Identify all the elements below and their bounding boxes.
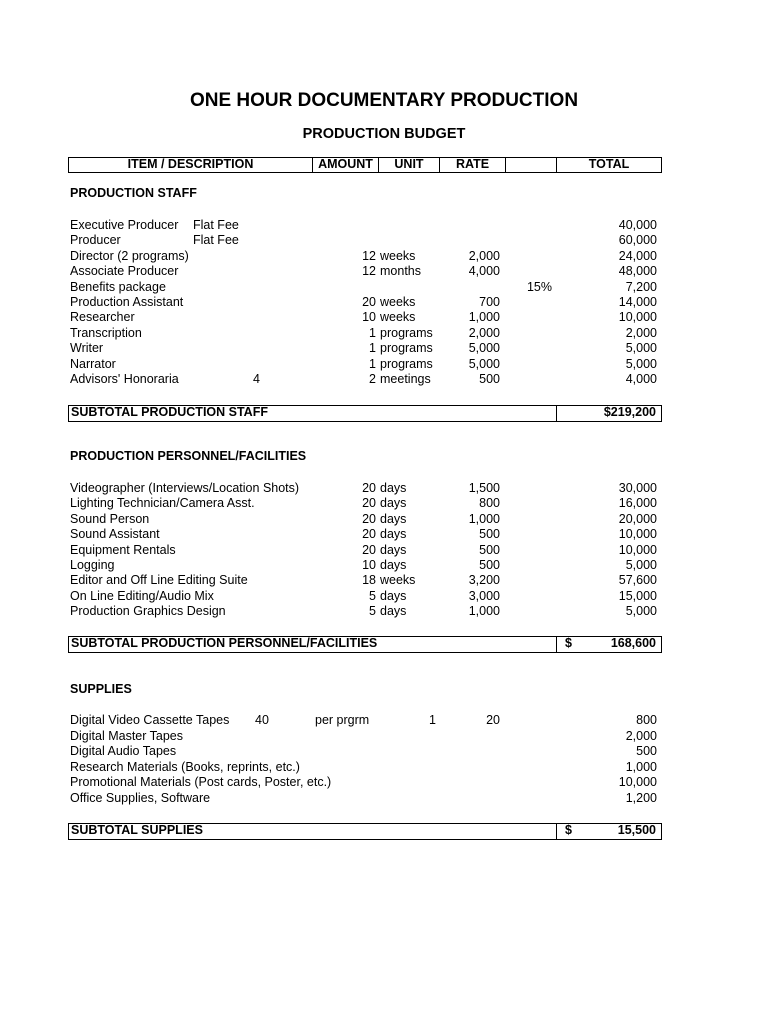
line-item-amount: 20 bbox=[362, 542, 376, 557]
line-item-description: Researcher bbox=[70, 310, 135, 325]
line-item-description: Sound Assistant bbox=[70, 527, 160, 542]
line-item-total: 5,000 bbox=[625, 341, 657, 356]
line-item-description: Digital Master Tapes bbox=[70, 728, 184, 743]
line-item-rate: 5,000 bbox=[468, 356, 500, 371]
subtotal-currency: $ bbox=[565, 636, 572, 650]
line-item-rate: 5,000 bbox=[468, 341, 500, 356]
line-item-total: 7,200 bbox=[625, 279, 657, 294]
line-item-unit: days bbox=[380, 542, 407, 557]
line-item-amount: 10 bbox=[362, 558, 376, 572]
subtotal-label: SUBTOTAL SUPPLIES bbox=[71, 823, 203, 837]
line-item-rate: 800 bbox=[479, 496, 500, 511]
line-item-unit: days bbox=[380, 496, 407, 511]
line-item-description: Research Materials (Books, reprints, etc.) bbox=[70, 759, 300, 774]
column-header-row bbox=[68, 157, 662, 173]
line-item-amount: 1 bbox=[429, 713, 436, 727]
line-item-unit: days bbox=[380, 588, 407, 603]
line-item-total: 2,000 bbox=[625, 325, 657, 340]
line-item-total: 1,200 bbox=[625, 790, 657, 805]
subtotal-label: SUBTOTAL PRODUCTION STAFF bbox=[71, 405, 268, 419]
line-item-total: 10,000 bbox=[618, 310, 657, 325]
line-item-total: 48,000 bbox=[618, 264, 657, 279]
line-item-unit: days bbox=[380, 511, 407, 526]
line-item-amount: 1 bbox=[369, 356, 376, 371]
line-item-note: 4 bbox=[253, 372, 260, 386]
line-item-amount: 12 bbox=[362, 248, 376, 263]
subtotal-currency: $ bbox=[565, 823, 572, 837]
line-item-amount: 5 bbox=[369, 588, 376, 603]
line-item-description: Production Graphics Design bbox=[70, 604, 226, 619]
line-item-total: 60,000 bbox=[618, 233, 657, 248]
subtotal-row bbox=[68, 636, 662, 653]
line-item-total: 24,000 bbox=[618, 248, 657, 263]
section-title: SUPPLIES bbox=[70, 682, 132, 696]
subtotal-value: 168,600 bbox=[610, 636, 656, 650]
line-item-description: Benefits package bbox=[70, 279, 166, 294]
line-item-amount: 10 bbox=[362, 310, 376, 325]
line-item-total: 57,600 bbox=[618, 573, 657, 588]
line-item-total: 10,000 bbox=[618, 775, 657, 789]
line-item-unit: programs bbox=[380, 341, 433, 356]
subtotal-divider bbox=[556, 637, 557, 652]
line-item-unit: per prgrm bbox=[315, 713, 370, 727]
line-item-total: 20,000 bbox=[618, 511, 657, 526]
line-item-rate: 3,000 bbox=[468, 588, 500, 603]
line-item-amount: 12 bbox=[362, 264, 376, 279]
line-item-description: Associate Producer bbox=[70, 264, 179, 279]
subtotal-row bbox=[68, 823, 662, 840]
line-item-amount: 20 bbox=[362, 527, 376, 542]
subtotal-divider bbox=[556, 406, 557, 421]
line-item-amount: 2 bbox=[369, 372, 376, 386]
line-item-description: Producer bbox=[70, 233, 121, 248]
section-title: PRODUCTION PERSONNEL/FACILITIES bbox=[70, 449, 307, 463]
line-item-amount: 1 bbox=[369, 341, 376, 356]
line-item-rate: 1,000 bbox=[468, 511, 500, 526]
line-item-description: Videographer (Interviews/Location Shots) bbox=[70, 481, 300, 495]
line-item-total: 5,000 bbox=[625, 604, 657, 619]
line-item-description: Advisors' Honoraria bbox=[70, 372, 179, 386]
document-subtitle: PRODUCTION BUDGET bbox=[302, 126, 466, 142]
line-item-total: 4,000 bbox=[625, 372, 657, 386]
line-item-rate: 1,500 bbox=[468, 481, 500, 495]
line-item-amount: 20 bbox=[362, 481, 376, 495]
line-item-total: 5,000 bbox=[625, 356, 657, 371]
line-item-amount: 1 bbox=[369, 325, 376, 340]
line-item-unit: meetings bbox=[380, 372, 431, 386]
line-item-description: Lighting Technician/Camera Asst. bbox=[70, 496, 255, 511]
subtotal-divider bbox=[556, 824, 557, 839]
line-item-rate: 1,000 bbox=[468, 604, 500, 619]
subtotal-label: SUBTOTAL PRODUCTION PERSONNEL/FACILITIES bbox=[71, 636, 378, 650]
column-header-total: TOTAL bbox=[588, 157, 630, 171]
line-item-description: Digital Video Cassette Tapes bbox=[70, 713, 230, 727]
line-item-total: 500 bbox=[636, 744, 657, 758]
line-item-description: Production Assistant bbox=[70, 295, 184, 309]
line-item-description: Director (2 programs) bbox=[70, 248, 189, 263]
line-item-total: 16,000 bbox=[618, 496, 657, 511]
column-header-item: ITEM / DESCRIPTION bbox=[69, 158, 313, 172]
line-item-description: Logging bbox=[70, 558, 115, 572]
line-item-note: 40 bbox=[255, 713, 269, 727]
line-item-description: Digital Audio Tapes bbox=[70, 744, 177, 758]
line-item-unit: days bbox=[380, 527, 407, 542]
line-item-total: 1,000 bbox=[625, 759, 657, 774]
line-item-rate: 2,000 bbox=[468, 325, 500, 340]
line-item-amount: 20 bbox=[362, 295, 376, 309]
line-item-description: Equipment Rentals bbox=[70, 542, 176, 557]
line-item-unit: weeks bbox=[380, 573, 416, 588]
line-item-rate: 500 bbox=[479, 558, 500, 572]
line-item-total: 14,000 bbox=[618, 295, 657, 309]
line-item-unit: weeks bbox=[380, 295, 416, 309]
line-item-amount: 5 bbox=[369, 604, 376, 619]
line-item-rate: 1,000 bbox=[468, 310, 500, 325]
line-item-rate: 700 bbox=[479, 295, 500, 309]
line-item-description: On Line Editing/Audio Mix bbox=[70, 588, 214, 603]
section-title: PRODUCTION STAFF bbox=[70, 186, 197, 200]
line-item-total: 5,000 bbox=[625, 558, 657, 572]
subtotal-value: $219,200 bbox=[603, 405, 656, 419]
line-item-note: Flat Fee bbox=[193, 233, 239, 248]
line-item-rate: 500 bbox=[479, 372, 500, 386]
line-item-total: 10,000 bbox=[618, 527, 657, 542]
line-item-rate: 2,000 bbox=[468, 248, 500, 263]
subtotal-row bbox=[68, 405, 662, 422]
line-item-unit: days bbox=[380, 604, 407, 619]
line-item-unit: weeks bbox=[380, 310, 416, 325]
line-item-amount: 20 bbox=[362, 511, 376, 526]
line-item-percent: 15% bbox=[526, 279, 552, 294]
subtotal-value: 15,500 bbox=[617, 823, 656, 837]
line-item-note: Flat Fee bbox=[193, 218, 239, 232]
column-header-amount: AMOUNT bbox=[313, 158, 379, 172]
line-item-unit: months bbox=[380, 264, 421, 279]
line-item-amount: 18 bbox=[362, 573, 376, 588]
column-header-unit: UNIT bbox=[379, 158, 440, 172]
column-header-rate: RATE bbox=[440, 158, 506, 172]
line-item-description: Editor and Off Line Editing Suite bbox=[70, 573, 248, 588]
line-item-description: Sound Person bbox=[70, 511, 150, 526]
document-title: ONE HOUR DOCUMENTARY PRODUCTION bbox=[189, 90, 579, 111]
line-item-description: Promotional Materials (Post cards, Poster, etc.) bbox=[70, 775, 332, 789]
line-item-total: 15,000 bbox=[618, 588, 657, 603]
line-item-total: 2,000 bbox=[625, 728, 657, 743]
line-item-total: 800 bbox=[636, 713, 657, 727]
line-item-unit: days bbox=[380, 481, 407, 495]
column-header-blank bbox=[506, 158, 557, 172]
line-item-unit: weeks bbox=[380, 248, 416, 263]
line-item-amount: 20 bbox=[362, 496, 376, 511]
line-item-total: 30,000 bbox=[618, 481, 657, 495]
line-item-description: Writer bbox=[70, 341, 104, 356]
line-item-unit: days bbox=[380, 558, 407, 572]
line-item-total: 10,000 bbox=[618, 542, 657, 557]
line-item-total: 40,000 bbox=[618, 218, 657, 232]
line-item-rate: 20 bbox=[486, 713, 500, 727]
line-item-rate: 500 bbox=[479, 542, 500, 557]
line-item-rate: 500 bbox=[479, 527, 500, 542]
line-item-rate: 4,000 bbox=[468, 264, 500, 279]
line-item-description: Executive Producer bbox=[70, 218, 179, 232]
line-item-description: Office Supplies, Software bbox=[70, 790, 211, 805]
line-item-unit: programs bbox=[380, 325, 433, 340]
line-item-rate: 3,200 bbox=[468, 573, 500, 588]
line-item-description: Narrator bbox=[70, 356, 116, 371]
line-item-description: Transcription bbox=[70, 325, 142, 340]
line-item-unit: programs bbox=[380, 356, 433, 371]
